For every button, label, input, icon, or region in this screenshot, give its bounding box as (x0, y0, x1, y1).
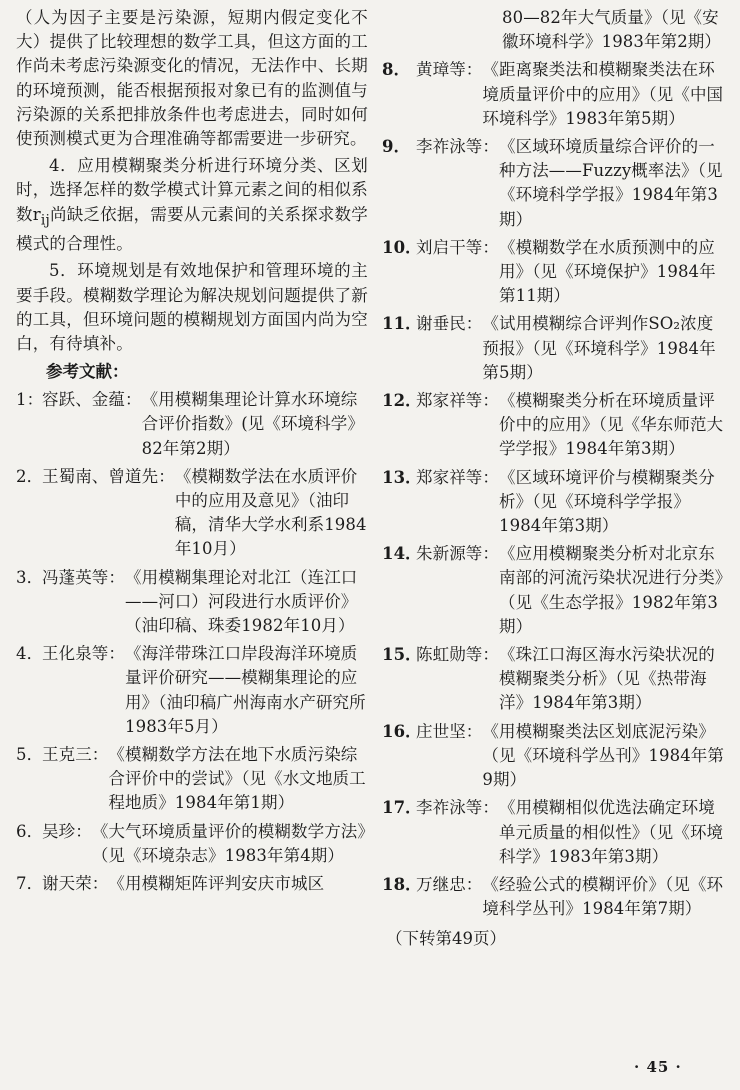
reference-num: 17． (382, 798, 422, 818)
reference-num: 16． (382, 721, 422, 741)
body-paragraph-4 (16, 154, 368, 256)
reference-item (382, 135, 728, 232)
reference-num: 12． (382, 391, 422, 411)
reference-title: 《区域环境质量综合评价的一种方法——Fuzzy概率法》（见《环境科学学报》1984年第3期） (499, 137, 723, 229)
references-heading: 参考文献： (46, 362, 129, 382)
reference-author: 容跃、金蕴： (42, 390, 142, 410)
reference-author: 谢天荣： (42, 874, 109, 893)
reference-author: 黄璋等： (416, 60, 483, 80)
reference-item (382, 873, 728, 921)
reference-author: 冯蓬英等： (42, 567, 125, 587)
reference-title: 《试用模糊综合评判作SO₂浓度预报》（见《环境科学》1984年第5期） (482, 314, 716, 382)
reference-author: 万继忠： (416, 874, 483, 894)
reference-author: 庄世坚： (416, 721, 483, 741)
reference-num: 5． (16, 744, 44, 764)
body-paragraph-5: 5．环境规划是有效地保护和管理环境的主要手段。模糊数学理论为解决规划问题提供了新的工具，但环境问题的模糊规划方面国内尚为空白，有待填补。 (16, 261, 368, 353)
reference-num: 4． (16, 644, 44, 664)
reference-title: 《海洋带珠江口岸段海洋环境质量评价研究——模糊集理论的应用》（油印稿广州海南水产研究所1983年5月） (125, 644, 366, 736)
reference-title: 《用模糊相似优选法确定环境单元质量的相似性》（见《环境科学》1983年第3期） (499, 798, 724, 866)
reference-author: 王蜀南、曾道先： (42, 466, 175, 486)
reference-title: 《用模糊矩阵评判安庆市城区 (108, 874, 325, 893)
para4-tail: 尚缺乏依据，需要从元素间的关系探求数学模式的合理性。 (16, 204, 368, 254)
reference-author: 吴珍： (42, 821, 92, 841)
reference-num: 6． (16, 821, 44, 841)
references-list-right (382, 58, 728, 921)
continued-note: （下转第49页） (386, 929, 506, 949)
page-number: · 45 · (634, 1058, 682, 1076)
reference-author: 朱新源等： (416, 544, 499, 564)
reference-7-continuation (502, 6, 728, 54)
reference-item (16, 743, 368, 816)
reference-author: 谢垂民： (416, 314, 483, 334)
reference-item (16, 566, 368, 639)
reference-author: 郑家祥等： (416, 391, 499, 411)
reference-item (382, 720, 728, 793)
reference-title: 《应用模糊聚类分析对北京东南部的河流污染状况进行分类》（见《生态学报》1982年第3期） (499, 544, 724, 636)
reference-author: 陈虹勋等： (416, 645, 499, 665)
reference-num: 15． (382, 645, 422, 665)
reference-title: 《模糊数学法在水质评价中的应用及意见》（油印稿，清华大学水利系1984年10月） (174, 466, 367, 559)
reference-item (382, 466, 728, 539)
reference-item (382, 389, 728, 462)
reference-title: 《用模糊集理论对北江（连江口——河口）河段进行水质评价》（油印稿、珠委1982年10月） (125, 567, 358, 635)
reference-num: 10． (382, 237, 422, 257)
reference-author: 王化泉等： (42, 644, 125, 664)
reference-author: 李祚泳等： (416, 137, 499, 157)
references-list-left (16, 388, 368, 896)
reference-author: 郑家祥等： (416, 467, 499, 487)
reference-author: 刘启干等： (416, 237, 499, 257)
reference-title: 《大气环境质量评价的模糊数学方法》（见《环境杂志》1983年第4期） (91, 821, 366, 865)
reference-num: 9． (382, 137, 411, 157)
reference-num: 3． (16, 567, 44, 587)
reference-item (16, 872, 368, 896)
reference-num: 14． (382, 544, 422, 564)
reference-title: 80—82年大气质量》（见《安徽环境科学》1983年第2期） (502, 8, 721, 52)
reference-title: 《模糊数学方法在地下水质污染综合评价中的尝试》（见《水文地质工程地质》1984年第1期） (108, 744, 366, 813)
reference-num: 13． (382, 467, 422, 487)
reference-title: 《模糊数学在水质预测中的应用》（见《环境保护》1984年第11期） (499, 237, 716, 306)
reference-item (382, 542, 728, 639)
para4-subscript: ij (40, 211, 50, 228)
reference-title: 《模糊聚类分析在环境质量评价中的应用》（见《华东师范大学学报》1984年第3期） (499, 391, 724, 459)
reference-item (382, 58, 728, 131)
reference-item (16, 388, 368, 461)
reference-num: 11． (382, 314, 422, 334)
reference-author: 李祚泳等： (416, 798, 499, 818)
reference-author: 王克三： (42, 744, 109, 764)
reference-title: 《经验公式的模糊评价》（见《环境科学丛刊》1984年第7期） (482, 874, 724, 919)
reference-item (382, 796, 728, 869)
reference-title: 《珠江口海区海水污染状况的模糊聚类分析》（见《热带海洋》1984年第3期） (499, 645, 715, 713)
reference-title: 《用模糊聚类法区划底泥污染》（见《环境科学丛刊》1984年第9期） (482, 721, 724, 790)
reference-num: 2． (16, 466, 44, 486)
left-column (16, 6, 368, 900)
reference-title: 《区域环境评价与模糊聚类分析》（见《环境科学学报》1984年第3期） (499, 467, 715, 536)
reference-item (382, 312, 728, 385)
reference-num: 7． (16, 874, 44, 893)
reference-item (382, 236, 728, 309)
reference-num: 1： (16, 390, 44, 410)
reference-item (382, 643, 728, 716)
para4-text: 4．应用模糊聚类分析进行环境分类、区划时，选择怎样的数学模式计算元素之间的相似系数r (16, 156, 368, 224)
reference-item (16, 465, 368, 562)
right-column (382, 6, 728, 951)
reference-title: 《距离聚类法和模糊聚类法在环境质量评价中的应用》（见《中国环境科学》1983年第5期） (482, 60, 724, 128)
reference-num: 8． (382, 60, 411, 80)
reference-item (16, 820, 368, 868)
reference-title: 《用模糊集理论计算水环境综合评价指数》(见《环境科学》82年第2期） (141, 390, 364, 458)
reference-item (16, 642, 368, 739)
reference-num: 18． (382, 874, 422, 894)
body-paragraph-1: （人为因子主要是污染源，短期内假定变化不大）提供了比较理想的数学工具，但这方面的工作尚未考虑污染源变化的情况，无法作中、长期的环境预测，能否根据预报对象已有的监测值与污染源的关系把排放条件也考虑进去，同时如何使预测模式更为合理准确等都需要进一步研究。 (16, 8, 368, 149)
